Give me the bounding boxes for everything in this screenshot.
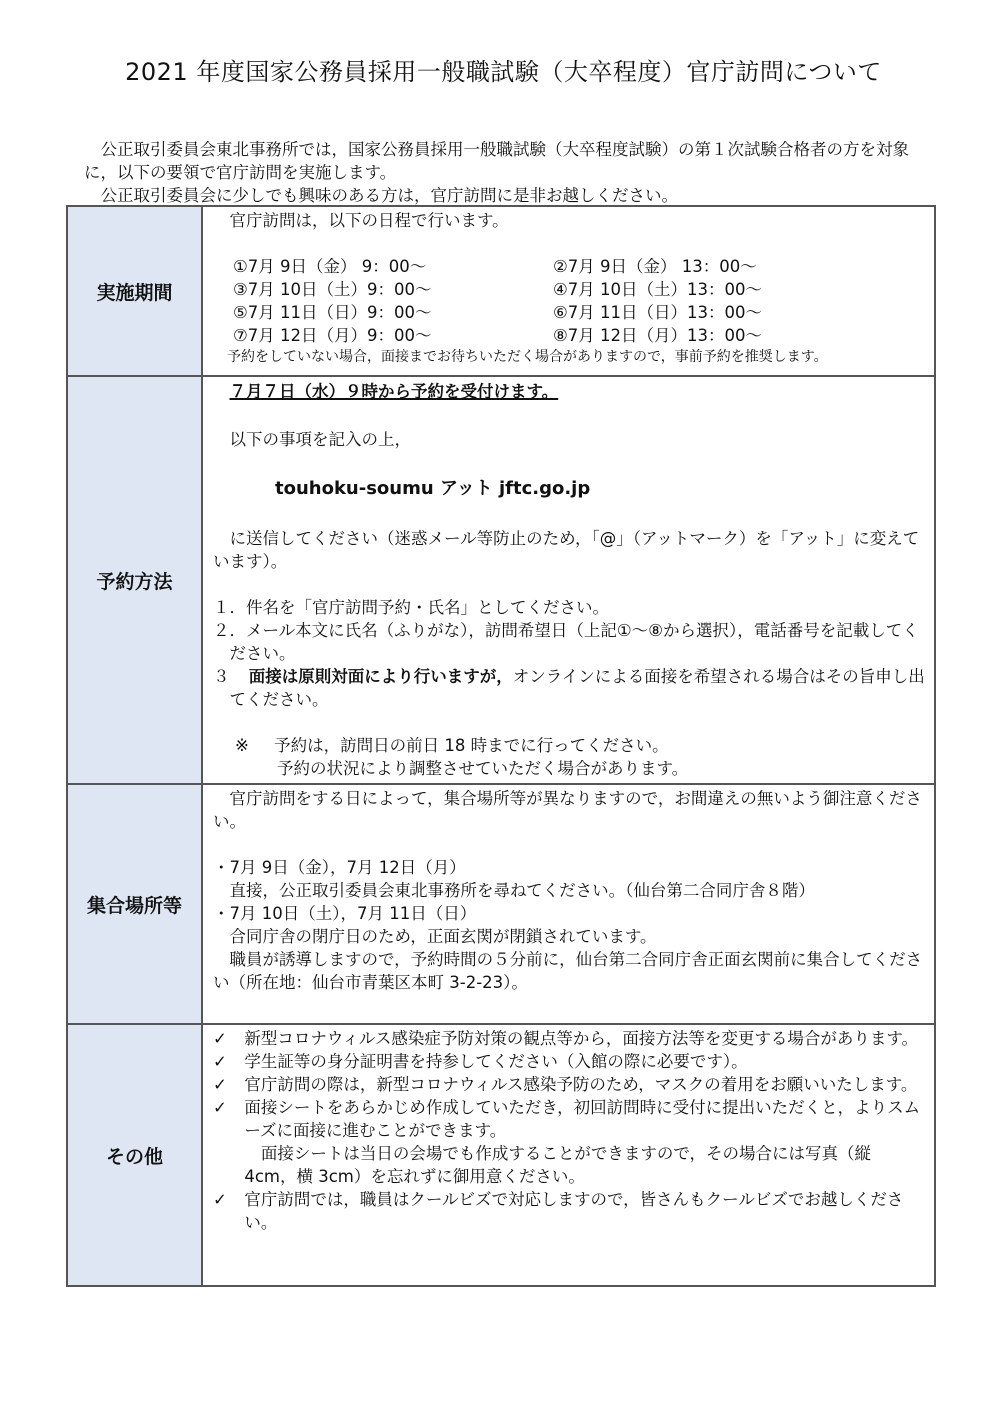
schedule-slot: ⑧7月 12日（月）13：00～ — [553, 326, 763, 345]
reserve-note-2: 予約の状況により調整させていただく場合があります。 — [277, 759, 689, 778]
place-text-2: 合同庁舎の閉庁日のため，正面玄関が閉鎖されています。 — [229, 927, 657, 946]
reserve-note-mark: ※ — [235, 736, 249, 755]
schedule-slot: ⑤7月 11日（日）9：00～ — [233, 303, 432, 322]
other-label: その他 — [67, 1024, 202, 1286]
reserve-send: に送信してください（迷惑メール等防止のため，「@」（アットマーク）を「アット」に変えています）。 — [213, 529, 920, 571]
place-text-1: 直接，公正取引委員会東北事務所を尋ねてください。（仙台第二合同庁舎８階） — [229, 881, 815, 900]
schedule-slot: ①7月 9日（金） 9：00～ — [233, 257, 427, 276]
intro-paragraph-1: 公正取引委員会東北事務所では，国家公務員採用一般職試験（大卒程度試験）の第１次試験合格者の方を対象に，以下の要領で官庁訪問を実施します。 — [84, 140, 909, 182]
reserve-item-3-bold: 面接は原則対面により行いますが， — [248, 667, 513, 686]
reserve-item-3 — [213, 665, 926, 711]
other-item: ✓ 官庁訪問では，職員はクールビズで対応しますので，皆さんもクールビズでお越しください。 — [213, 1190, 904, 1232]
reserve-cell — [202, 376, 935, 784]
schedule-slot: ②7月 9日（金） 13：00～ — [553, 257, 757, 276]
intro-paragraph-2: 公正取引委員会に少しでも興味のある方は，官庁訪問に是非お越しください。 — [100, 186, 678, 205]
other-item: ✓ 学生証等の身分証明書を持参してください（入館の際に必要です）。 — [213, 1052, 748, 1071]
reserve-label: 予約方法 — [67, 376, 202, 784]
row-period — [67, 206, 935, 376]
row-place — [67, 784, 935, 1024]
intro — [84, 138, 934, 207]
other-item: ✓ 官庁訪問の際は，新型コロナウィルス感染予防のため，マスクの着用をお願いいたします。 — [213, 1075, 918, 1094]
other-cell — [202, 1024, 935, 1286]
schedule-slot: ③7月 10日（土）9：00～ — [233, 280, 432, 299]
reserve-item-1: １．件名を「官庁訪問予約・氏名」としてください。 — [213, 598, 609, 617]
schedule-list — [213, 255, 926, 347]
place-days-1: ・7月 9日（金），7月 12日（月） — [213, 858, 466, 877]
check-icon: ✓ — [213, 1029, 227, 1048]
check-icon: ✓ — [213, 1190, 227, 1209]
other-sheet-note: 面接シートは当日の会場でも作成することができますので，その場合には写真（縦 4cm，横 3cm）を忘れずに御用意ください。 — [244, 1144, 872, 1186]
period-note: 予約をしていない場合，面接までお待ちいただく場合がありますので，事前予約を推奨します。 — [227, 349, 828, 365]
period-label: 実施期間 — [67, 206, 202, 376]
info-table — [66, 205, 936, 1287]
reserve-headline: ７月７日（水）９時から予約を受付けます。 — [229, 382, 559, 401]
row-reserve — [67, 376, 935, 784]
place-lead: 官庁訪問をする日によって，集合場所等が異なりますので，お間違えの無いよう御注意ください。 — [213, 789, 922, 831]
place-label: 集合場所等 — [67, 784, 202, 1024]
reserve-item-3-rest: オンラインによる面接を希望される場合はその旨申し出てください。 — [229, 667, 925, 709]
check-icon: ✓ — [213, 1098, 227, 1117]
check-icon: ✓ — [213, 1052, 227, 1071]
schedule-slot: ⑥7月 11日（日）13：00～ — [553, 303, 763, 322]
place-text-3: 職員が誘導しますので，予約時間の５分前に，仙台第二合同庁舎正面玄関前に集合してください（所在地：仙台市青葉区本町 3-2-23）。 — [213, 950, 923, 992]
place-days-2: ・7月 10日（土），7月 11日（日） — [213, 904, 477, 923]
other-item: ✓ 新型コロナウィルス感染症予防対策の観点等から，面接方法等を変更する場合があります。 — [213, 1029, 919, 1048]
reserve-item-2: ２．メール本文に氏名（ふりがな），訪問希望日（上記①～⑧から選択），電話番号を記載してください。 — [213, 621, 919, 663]
row-other — [67, 1024, 935, 1286]
page-title: 2021 年度国家公務員採用一般職試験（大卒程度）官庁訪問について — [125, 58, 882, 86]
other-item: ✓ 面接シートをあらかじめ作成していただき，初回訪問時に受付に提出いただくと，よりスムーズに面接に進むことができます。 — [213, 1098, 921, 1140]
reserve-lead: 以下の事項を記入の上， — [229, 430, 411, 449]
schedule-slot: ⑦7月 12日（月）9：00～ — [233, 326, 432, 345]
place-cell — [202, 784, 935, 1024]
period-cell — [202, 206, 935, 376]
check-icon: ✓ — [213, 1075, 227, 1094]
period-lead: 官庁訪問は，以下の日程で行います。 — [229, 211, 509, 230]
reserve-item-3-num: ３ — [213, 667, 230, 686]
reserve-note-1: ※ 予約は，訪問日の前日 18 時までに行ってください。 — [235, 736, 669, 755]
schedule-slot: ④7月 10日（土）13：00～ — [553, 280, 763, 299]
reserve-email: touhoku-soumu アット jftc.go.jp — [275, 478, 591, 499]
